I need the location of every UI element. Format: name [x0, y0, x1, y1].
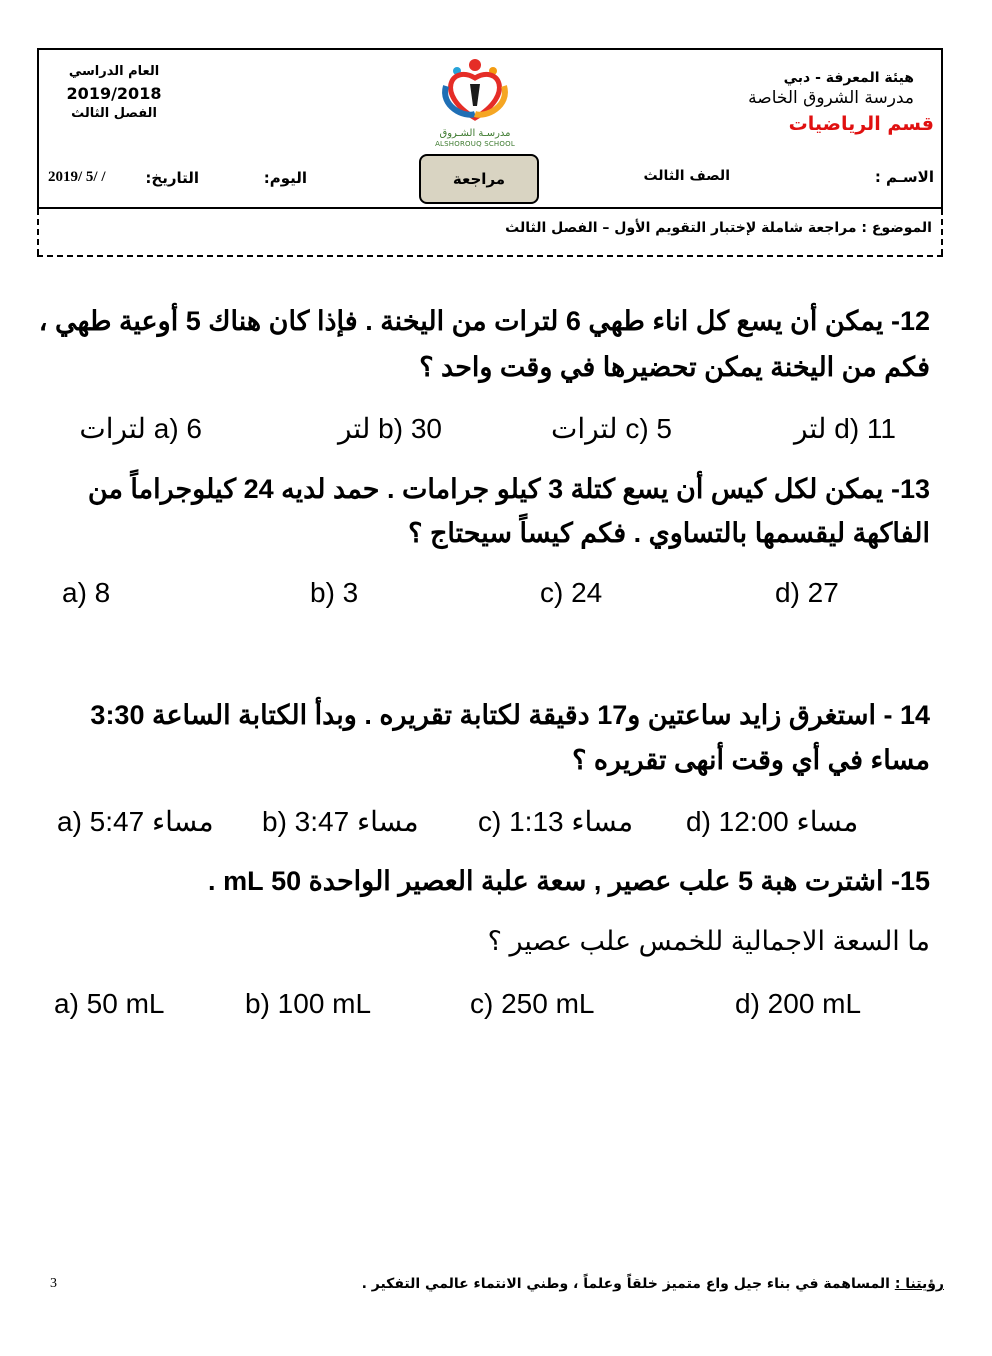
subject-line: الموضوع : مراجعة شاملة لإختبار التقويم الأول – الفصل الثالث	[505, 220, 932, 236]
subject-dashed-border	[37, 255, 943, 257]
question-12-line-1: 12- يمكن أن يسع كل اناء طهي 6 لترات من اليخنة . فإذا كان هناك 5 أوعية طهي ،	[38, 306, 930, 336]
date-label: التاريخ:	[145, 169, 199, 187]
question-14-option-a: a) 5:47 مساء	[57, 806, 214, 837]
question-15-line-1: 15- اشترت هبة 5 علب عصير , سعة علبة العصير الواحدة 50 mL .	[208, 866, 930, 896]
question-13-option-b: b) 3	[310, 577, 359, 608]
year-label: العام الدراسي	[68, 64, 160, 79]
school-name: مدرسة الشروق الخاصة	[748, 88, 914, 108]
review-badge: مراجعة	[419, 154, 539, 204]
vision-text: المساهمة في بناء جيل واع متميز خلقاً وعلماً ، وطني الانتماء عالمي التفكير .	[361, 1276, 890, 1292]
question-13-option-a: a) 8	[62, 577, 111, 608]
vision-label: رؤيتنا :	[894, 1276, 944, 1292]
name-label: الاسـم :	[874, 168, 934, 186]
question-14-option-b: b) 3:47 مساء	[262, 806, 419, 837]
grade-label: الصف الثالث	[643, 168, 730, 184]
question-15-option-d: d) 200 mL	[735, 988, 862, 1019]
header-divider	[37, 207, 943, 209]
question-14-option-c: c) 1:13 مساء	[478, 806, 634, 837]
authority-name: هيئة المعرفة - دبي	[783, 70, 914, 86]
question-15-option-b: b) 100 mL	[245, 988, 372, 1019]
question-13-option-c: c) 24	[540, 577, 603, 608]
question-12-option-a: a) 6 لترات	[79, 413, 202, 444]
vision-statement	[362, 1276, 944, 1292]
question-15-option-c: c) 250 mL	[470, 988, 595, 1019]
question-12-option-c: c) 5 لترات	[550, 413, 672, 444]
question-13-option-d: d) 27	[775, 577, 839, 608]
term-label: الفصل الثالث	[71, 106, 157, 121]
question-12-option-b: b) 30 لتر	[337, 413, 442, 444]
question-14-line-2: مساء في أي وقت أنهى تقريره ؟	[572, 745, 930, 775]
question-15-line-2: ما السعة الاجمالية للخمس علب عصير ؟	[487, 926, 930, 956]
question-13-line-2: الفاكهة ليقسمها بالتساوي . فكم كيساً سيحتاج ؟	[408, 518, 930, 548]
date-value: 2019/ 5/ /	[48, 169, 106, 185]
page-number: 3	[50, 1276, 57, 1291]
question-12-option-d: d) 11 لتر	[794, 413, 896, 444]
question-13-line-1: 13- يمكن لكل كيس أن يسع كتلة 3 كيلو جرامات . حمد لديه 24 كيلوجراماً من	[87, 474, 930, 504]
subject-dashed-left	[37, 209, 39, 255]
logo-text-arabic: مدرسـة الشـروق	[439, 128, 511, 139]
department-name: قسم الرياضيات	[788, 113, 934, 135]
day-label: اليوم:	[263, 169, 307, 187]
logo-text-english: ALSHOROUQ SCHOOL	[435, 140, 515, 148]
subject-dashed-right	[941, 209, 943, 255]
question-14-line-1: 14 - استغرق زايد ساعتين و17 دقيقة لكتابة تقريره . وبدأ الكتابة الساعة 3:30	[90, 700, 930, 730]
question-15-option-a: a) 50 mL	[54, 988, 165, 1019]
question-12-line-2: فكم من اليخنة يمكن تحضيرها في وقت واحد ؟	[419, 352, 930, 382]
academic-year: 2019/2018	[66, 84, 162, 103]
question-14-option-d: d) 12:00 مساء	[686, 806, 859, 837]
